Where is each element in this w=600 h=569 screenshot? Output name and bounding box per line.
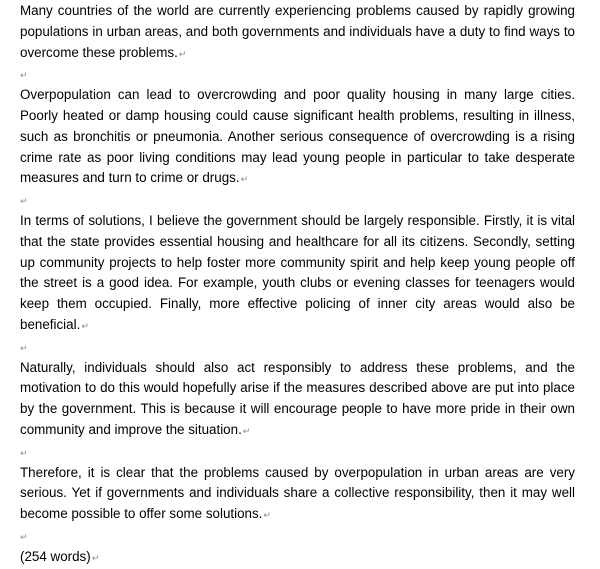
empty-paragraph	[20, 442, 575, 463]
paragraph-intro	[20, 1, 575, 64]
paragraph-mark-icon: ↵	[242, 425, 251, 436]
paragraph-mark-icon: ↵	[20, 70, 28, 81]
paragraph-mark-icon: ↵	[81, 320, 89, 331]
paragraph-problems	[20, 85, 575, 190]
paragraph-text: Naturally, individuals should also act responsibly to address these problems, and the motivation to do this would hopefully arise if the measures described above are put into place by the government. This is because it will encourage people to have more pride in their own community and improve the situation.	[20, 359, 575, 437]
document-body	[20, 1, 575, 569]
paragraph-individuals	[20, 358, 575, 442]
paragraph-text: In terms of solutions, I believe the government should be largely responsible. Firstly, it is vital that the state provides essential housing and healthcare for all its citizens. Secondly, setting up community projects to help foster more community spirit and help keep young people off the street is a good idea. For example, youth clubs or evening classes for teenagers would keep them occupied. Finally, more effective policing of inner city areas would also be beneficial.	[20, 212, 575, 332]
empty-paragraph	[20, 337, 575, 358]
paragraph-mark-icon: ↵	[178, 48, 187, 59]
paragraph-mark-icon: ↵	[20, 342, 28, 353]
paragraph-solutions	[20, 211, 575, 337]
empty-paragraph	[20, 64, 575, 85]
word-count	[20, 547, 575, 569]
paragraph-conclusion	[20, 463, 575, 526]
paragraph-text: Overpopulation can lead to overcrowding and poor quality housing in many large cities. Poorly heated or damp housing could cause significant health problems, resulting in illness, such as bronchitis or pneumonia. Another serious consequence of overcrowding is a rising crime rate as poor living conditions may lead young people in particular to take desperate measures and turn to crime or drugs.	[20, 87, 575, 186]
empty-paragraph	[20, 526, 575, 547]
paragraph-mark-icon: ↵	[20, 531, 28, 542]
paragraph-mark-icon: ↵	[20, 196, 28, 207]
paragraph-mark-icon: ↵	[263, 510, 271, 521]
paragraph-mark-icon: ↵	[240, 174, 249, 185]
empty-paragraph	[20, 190, 575, 211]
paragraph-text: Many countries of the world are currently experiencing problems caused by rapidly growing populations in urban areas, and both governments and individuals have a duty to find ways to overcome these problems.	[20, 3, 575, 60]
paragraph-text: Therefore, it is clear that the problems caused by overpopulation in urban areas are very serious. Yet if governments and individuals share a collective responsibility, then it may well become possible to offer some solutions.	[20, 464, 575, 522]
word-count-text: (254 words)	[20, 548, 91, 564]
paragraph-mark-icon: ↵	[20, 447, 28, 458]
paragraph-mark-icon: ↵	[91, 552, 100, 563]
